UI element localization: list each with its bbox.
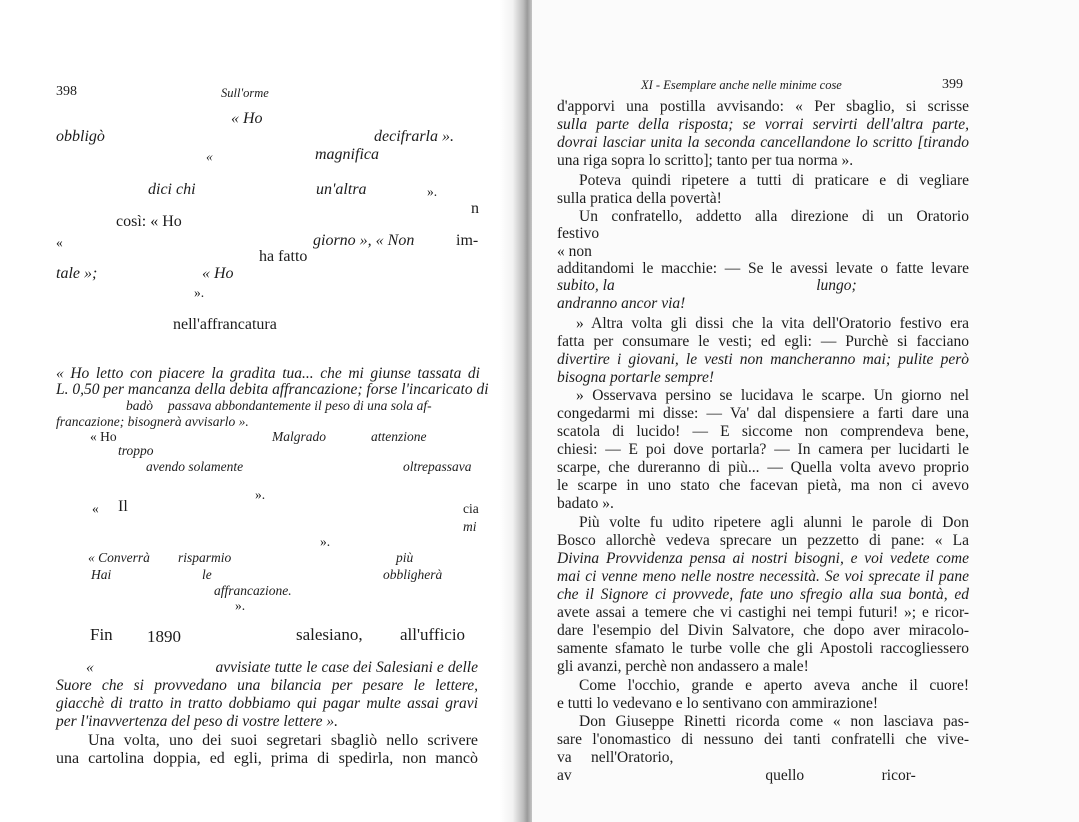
letter-fragment: ». bbox=[320, 534, 331, 549]
fragment: così: « Ho bbox=[116, 213, 182, 230]
right-page bbox=[532, 0, 1079, 822]
fragment: ha fatto bbox=[259, 248, 308, 265]
text-line: » Osservava persino se lucidava le scarpe. Un giorno nel bbox=[576, 387, 969, 404]
fragment: ». bbox=[194, 285, 205, 300]
text-line: Bosco allorchè vedeva sprecare un pezzetto di pane: « La bbox=[557, 532, 969, 549]
quote-line: Suore che si provvedano una bilancia per pesare le lettere, bbox=[56, 677, 478, 694]
quote-line: « avvisiate tutte le case dei Salesiani e delle bbox=[86, 659, 478, 676]
fragment: im- bbox=[456, 232, 479, 249]
page-number-left: 398 bbox=[56, 84, 77, 99]
text-line: scarpe, che dureranno di più... — Quella volta avevo proprio bbox=[557, 459, 969, 476]
text-line: avete assai a temere che vi castighi nei tempi futuri! »; e ricor- bbox=[557, 604, 969, 621]
text-line: le scarpe in uno stato che facevan pietà, ma non ci avevo bbox=[557, 477, 969, 494]
letter-fragment: avendo solamente bbox=[146, 459, 244, 474]
letter-fragment: « bbox=[92, 501, 99, 516]
text-line: gli avanzi, perchè non andassero a male! bbox=[557, 658, 809, 675]
letter-line: L. 0,50 per mancanza della debita affrancazione; forse l'incaricato di bbox=[56, 381, 489, 398]
text-line: e tutti lo vedevano e lo sentivano con ammirazione! bbox=[557, 695, 879, 712]
letter-fragment: cia bbox=[463, 501, 479, 516]
letter-line: francazione; bisognerà avvisarlo ». bbox=[56, 414, 249, 429]
page-number-right: 399 bbox=[942, 77, 963, 92]
text-line: additandomi le macchie: — Se le avessi levate o fatte levare bbox=[557, 260, 969, 277]
text-line: » Altra volta gli dissi che la vita dell'Oratorio festivo era bbox=[576, 315, 969, 332]
fragment: un'altra bbox=[316, 181, 367, 198]
running-head-left: Sull'orme bbox=[221, 86, 269, 100]
text-line: Un confratello, addetto alla direzione di un Oratorio bbox=[579, 208, 969, 225]
letter-fragment: più bbox=[396, 550, 414, 565]
letter-fragment: ». bbox=[255, 487, 266, 502]
letter-fragment: risparmio bbox=[178, 550, 232, 565]
letter-fragment: passava abbondantemente il peso di una sola af- bbox=[168, 398, 432, 413]
text-line: badato ». bbox=[557, 495, 614, 512]
text-line: sulla pratica della povertà! bbox=[557, 190, 722, 207]
letter-fragment: le bbox=[202, 567, 212, 582]
paragraph-line: una cartolina doppia, ed egli, prima di spedirla, non mancò bbox=[56, 750, 478, 767]
text-line: dare l'esempio del Divin Salvatore, che dopo aver miracolo- bbox=[557, 622, 969, 639]
letter-fragment: affrancazione. bbox=[214, 583, 292, 598]
text-line: Più volte fu udito ripetere agli alunni le parole di Don bbox=[579, 514, 969, 531]
letter-line: « Ho letto con piacere la gradita tua... che mi giunse tassata di bbox=[56, 365, 480, 382]
letter-fragment: ». bbox=[235, 598, 246, 613]
text-line: Divina Provvidenza pensa ai nostri bisogni, e voi vedete come bbox=[557, 550, 969, 567]
fragment: giorno », « Non bbox=[313, 232, 415, 249]
text-line: che il Signore ci provvede, fate uno sfregio alla sua bontà, ed bbox=[557, 586, 969, 603]
text-line: av quello ricor- bbox=[557, 767, 916, 784]
text-line: sulla parte della risposta; se vorrai servirti dell'altra parte, bbox=[557, 116, 969, 133]
letter-fragment: obbligherà bbox=[383, 567, 443, 582]
text-line: Come l'occhio, grande e aperto aveva anche il cuore! bbox=[579, 677, 969, 694]
text-line: sare l'onomastico di nessuno dei tanti confratelli che vive- bbox=[557, 731, 969, 748]
text-fragment: salesiano, bbox=[296, 625, 363, 644]
fragment: dici chi bbox=[148, 181, 196, 198]
fragment: magnifica bbox=[315, 146, 379, 163]
text-line: scatola di lucido! — E siccome non comprendeva bene, bbox=[557, 423, 969, 440]
paragraph-line: Una volta, uno dei suoi segretari sbagliò nello scrivere bbox=[88, 732, 478, 749]
text-line: Poteva quindi ripetere a tutti di praticare e di vegliare bbox=[579, 172, 969, 189]
fragment: « bbox=[56, 235, 63, 250]
letter-fragment: badò bbox=[126, 398, 153, 413]
text-line: una riga sopra lo scritto]; tanto per tua norma ». bbox=[557, 152, 854, 169]
left-page bbox=[0, 0, 520, 822]
text-fragment: 1890 bbox=[147, 627, 181, 646]
fragment: « Ho bbox=[231, 110, 263, 127]
fragment: « bbox=[206, 149, 213, 164]
letter-fragment: « Ho bbox=[90, 429, 117, 444]
quote-line: per l'inavvertenza del peso di vostre lettere ». bbox=[56, 713, 338, 730]
fragment: ». bbox=[427, 184, 438, 199]
text-fragment: Fin bbox=[90, 625, 113, 644]
text-fragment: all'ufficio bbox=[400, 625, 466, 644]
fragment: obbligò bbox=[56, 128, 105, 145]
fragment: n bbox=[471, 200, 479, 217]
fragment: tale »; bbox=[56, 265, 98, 282]
fragment: nell'affrancatura bbox=[173, 316, 277, 333]
fragment: decifrarla ». bbox=[374, 128, 454, 145]
text-line: bisogna portarle sempre! bbox=[557, 369, 714, 386]
letter-fragment: Il bbox=[118, 498, 128, 515]
fragment: « Ho bbox=[202, 265, 234, 282]
text-line: d'apporvi una postilla avvisando: « Per sbaglio, si scrisse bbox=[557, 98, 969, 115]
text-line: « non bbox=[557, 243, 592, 260]
letter-fragment: troppo bbox=[118, 443, 154, 458]
text-line: samente sfamato le turbe volle che gli Apostoli raccogliessero bbox=[557, 640, 969, 657]
letter-fragment: Hai bbox=[91, 567, 112, 582]
text-line: subito, la lungo; bbox=[557, 277, 857, 294]
running-head-right: XI - Esemplare anche nelle minime cose bbox=[641, 78, 842, 92]
text-line: chiesi: — E poi dove portarla? — In camera per lucidarti le bbox=[557, 441, 969, 458]
text-line: divertire i giovani, le vesti non mancheranno mai; pulite però bbox=[557, 351, 969, 368]
letter-fragment: mi bbox=[463, 519, 477, 534]
text-line: va nell'Oratorio, bbox=[557, 749, 674, 766]
text-line: dovrai lasciar unita la seconda cancellandone lo scritto [tirando bbox=[557, 134, 969, 151]
text-line: mai ci venne meno nelle nostre necessità. Se voi sprecate il pane bbox=[557, 568, 969, 585]
text-line: festivo bbox=[557, 225, 600, 242]
text-line: congedarmi mi disse: — Va' dal dispensiere a farti dare una bbox=[557, 405, 969, 422]
letter-fragment: oltrepassava bbox=[403, 459, 472, 474]
text-line: fatta per consumare le vesti; ed egli: — Purchè si facciano bbox=[557, 333, 969, 350]
letter-fragment: « Converrà bbox=[88, 550, 150, 565]
quote-line: giacchè di tratto in tratto dobbiamo qui pagar multe assai gravi bbox=[56, 695, 478, 712]
text-line: andranno ancor via! bbox=[557, 295, 686, 312]
text-line: Don Giuseppe Rinetti ricorda come « non lasciava pas- bbox=[579, 713, 969, 730]
letter-fragment: Malgrado bbox=[272, 429, 326, 444]
letter-fragment: attenzione bbox=[371, 429, 427, 444]
